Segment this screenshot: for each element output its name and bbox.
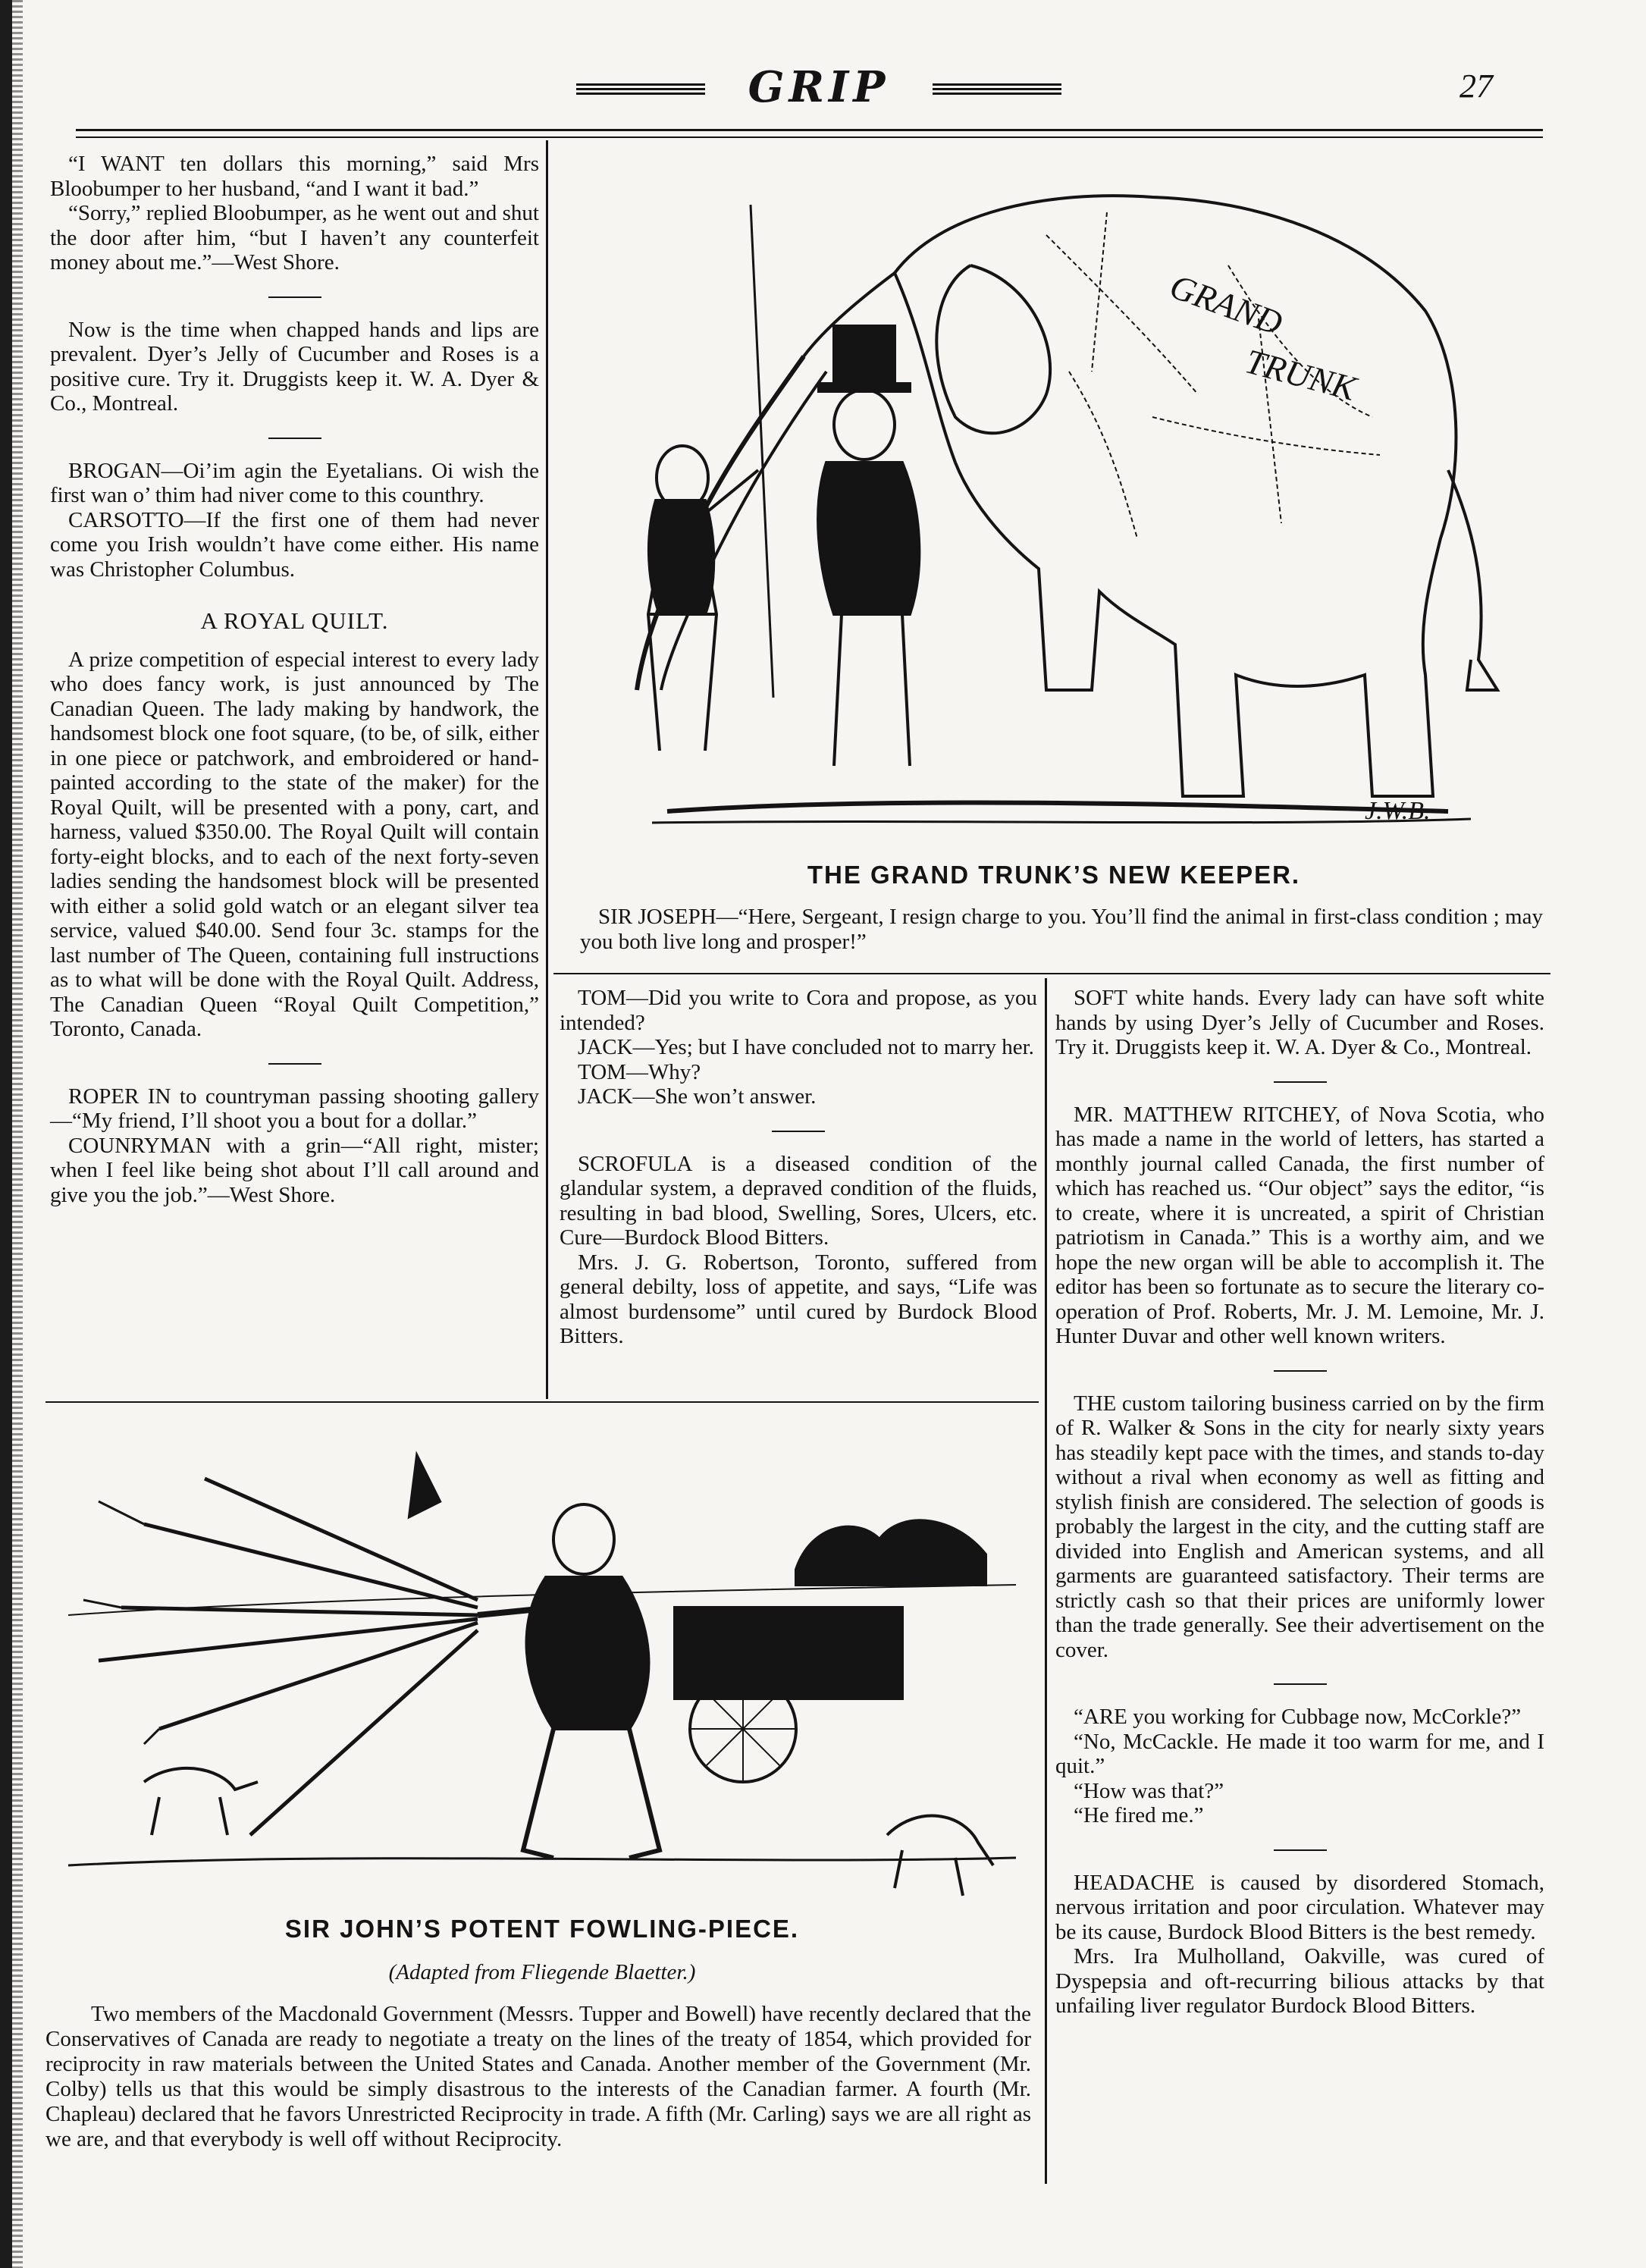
top-cartoon-speech: SIR JOSEPH—“Here, Sergeant, I resign charge to you. You’ll find the animal in first-class condition ; may you both live long and prosper!”: [580, 905, 1543, 954]
ritchey-notice: MR. MATTHEW RITCHEY, of Nova Scotia, who has made a name in the world of letters, has started a monthly journal called Canada, the first number of which has reached us. “Our object” says the editor, “is to create, where it is uncreated, a spirit of Christian patriotism in Canada.” This is a worthy aim, and we hope the new organ will be able to accomplish it. The editor has been so fortunate as to secure the literary co-operation of Prof. Roberts, Mr. J. M. Lemoine, Mr. J. Hunter Duvar and other well known writers.: [1055, 1102, 1544, 1348]
masthead: [576, 61, 1061, 114]
page-binding-edge: [0, 0, 12, 2268]
middle-column: [560, 986, 1037, 1349]
separator: [268, 296, 321, 298]
bottom-cartoon-subtitle: (Adapted from Fliegende Blaetter.): [388, 1960, 696, 1984]
tailoring-notice: THE custom tailoring business carried on by the firm of R. Walker & Sons in the city for nearly sixty years has steadily kept pace with the times, and stands to-day without a rival when economy as well as fitting and stylish finish are considered. The selection of goods is probably the largest in the city, and the cutting staff are divided into English and American systems, and all garments are guaranteed satisfactory. Their terms are strictly cash so that their prices are uniformly lower than the trade generally. See their advertisement on the cover.: [1055, 1391, 1544, 1662]
robertson-testimonial: Mrs. J. G. Robertson, Toronto, suffered from general debilty, loss of appetite, and says, “Life was almost burdensome” until cured by Burdock Blood Bitters.: [560, 1250, 1037, 1348]
grand-trunk-elephant-cartoon: [576, 144, 1539, 853]
masthead-rule-right: [933, 83, 1061, 97]
artist-signature: J.W.B.: [1365, 797, 1431, 825]
cubbage-line-3: “How was that?”: [1074, 1778, 1224, 1803]
carsotto-para: CARSOTTO—If the first one of them had never come you Irish wouldn’t have come either. His name was Christopher Columbus.: [50, 507, 539, 582]
scrofula-ad: SCROFULA is a diseased condition of the glandular system, a depraved condition of the fluids, resulting in bad blood, Swelling, Sores, Ulcers, etc. Cure—Burdock Blood Bitters.: [560, 1151, 1037, 1250]
masthead-rule-left: [576, 83, 705, 97]
jack-line-2: JACK—She won’t answer.: [578, 1084, 817, 1109]
counterfeit-para-2: “Sorry,” replied Bloobumper, as he went out and shut the door after him, “but I haven’t any counterfeit money about me.”—West Shore.: [50, 201, 539, 274]
counterfeit-para-1: “I WANT ten dollars this morning,” said Mrs Bloobumper to her husband, “and I want it bad.”: [50, 152, 539, 201]
column-divider-left: [546, 140, 548, 1399]
bottom-cartoon-title: SIR JOHN’S POTENT FOWLING-PIECE.: [284, 1915, 800, 1943]
header-rule-thin: [76, 136, 1543, 138]
column-divider-right: [1045, 978, 1047, 2184]
tom-line-2: TOM—Why?: [578, 1059, 701, 1084]
elephant-label-trunk: TRUNK: [1241, 341, 1360, 409]
right-column: [1055, 986, 1544, 2019]
separator: [1274, 1081, 1327, 1083]
left-column: [50, 152, 539, 1207]
roper-para: ROPER IN to countryman passing shooting gallery—“My friend, I’ll shoot you a bout for a dollar.”: [50, 1084, 539, 1133]
separator: [1274, 1370, 1327, 1372]
page-binding-shadow: [12, 0, 23, 2268]
separator: [268, 1063, 321, 1065]
separator: [268, 438, 321, 439]
cubbage-line-1: “ARE you working for Cubbage now, McCorkle?”: [1074, 1705, 1522, 1729]
chapped-hands-ad: Now is the time when chapped hands and lips are prevalent. Dyer’s Jelly of Cucumber and Roses is a positive cure. Try it. Druggists keep it. W. A. Dyer & Co., Montreal.: [50, 317, 539, 416]
cartoon-bottom-rule: [553, 973, 1550, 974]
soft-hands-ad: SOFT white hands. Every lady can have soft white hands by using Dyer’s Jelly of Cucumber and Roses. Try it. Druggists keep it. W. A. Dyer & Co., Montreal.: [1055, 986, 1544, 1059]
separator: [1274, 1683, 1327, 1685]
bottom-cartoon-body: Two members of the Macdonald Government (Messrs. Tupper and Bowell) have recently declared that the Conservatives of Canada are ready to negotiate a treaty on the lines of the treaty of 1854, which provided for reciprocity in raw materials between the United States and Canada. Another member of the Government (Mr. Colby) tells us that this would be simply disastrous to the interests of the Canadian farmer. A fourth (Mr. Chapleau) declared that he favors Unrestricted Reciprocity in trade. A fifth (Mr. Carling) says we are all right as we are, and that everybody is well off without Reciprocity.: [45, 2002, 1031, 2151]
header-rule: [76, 129, 1543, 131]
masthead-title: GRIP: [748, 62, 890, 112]
countryman-para: COUNRYMAN with a grin—“All right, mister; when I feel like being shot about I’ll call around and give you the job.”—West Shore.: [50, 1133, 539, 1207]
headache-ad: HEADACHE is caused by disordered Stomach, nervous irritation and poor circulation. Whatever may be its cause, Burdock Blood Bitters is the best remedy.: [1055, 1870, 1544, 1944]
cubbage-line-2: “No, McCackle. He made it too warm for me, and I quit.”: [1055, 1729, 1544, 1778]
page-number: 27: [1459, 67, 1493, 105]
jack-line-1: JACK—Yes; but I have concluded not to marry her.: [578, 1035, 1034, 1059]
cubbage-line-4: “He fired me.”: [1074, 1803, 1204, 1827]
fowling-piece-cartoon: [53, 1410, 1031, 1903]
elephant-label-grand: GRAND: [1165, 266, 1288, 343]
top-cartoon-title: THE GRAND TRUNK’S NEW KEEPER.: [807, 861, 1301, 889]
separator: [1274, 1849, 1327, 1851]
upper-section-rule: [45, 1401, 1039, 1403]
royal-quilt-heading: A ROYAL QUILT.: [200, 607, 389, 634]
royal-quilt-body: A prize competition of especial interest to every lady who does fancy work, is just announced by The Canadian Queen. The lady making by handwork, the handsomest block one foot square, (to be, of silk, either in one piece or patchwork, and embroidered or hand-painted according to the state of the maker) for the Royal Quilt, will be presented with a pony, cart, and harness, valued $350.00. The Royal Quilt will contain forty-eight blocks, and to each of the next forty-seven ladies sending the handsomest block will be presented with either a solid gold watch or an elegant silver tea service, valued $40.00. Send four 3c. stamps for the last number of The Queen, containing full instructions as to what will be done with the Royal Quilt. Address, The Canadian Queen “Royal Quilt Competition,” Toronto, Canada.: [50, 647, 539, 1041]
mulholland-testimonial: Mrs. Ira Mulholland, Oakville, was cured of Dyspepsia and oft-recurring bilious attacks by that unfailing liver regulator Burdock Blood Bitters.: [1055, 1944, 1544, 2018]
tom-line-1: TOM—Did you write to Cora and propose, as you intended?: [560, 986, 1037, 1035]
separator: [772, 1131, 825, 1132]
brogan-para: BROGAN—Oi’im agin the Eyetalians. Oi wish the first wan o’ thim had niver come to this counthry.: [50, 458, 539, 507]
